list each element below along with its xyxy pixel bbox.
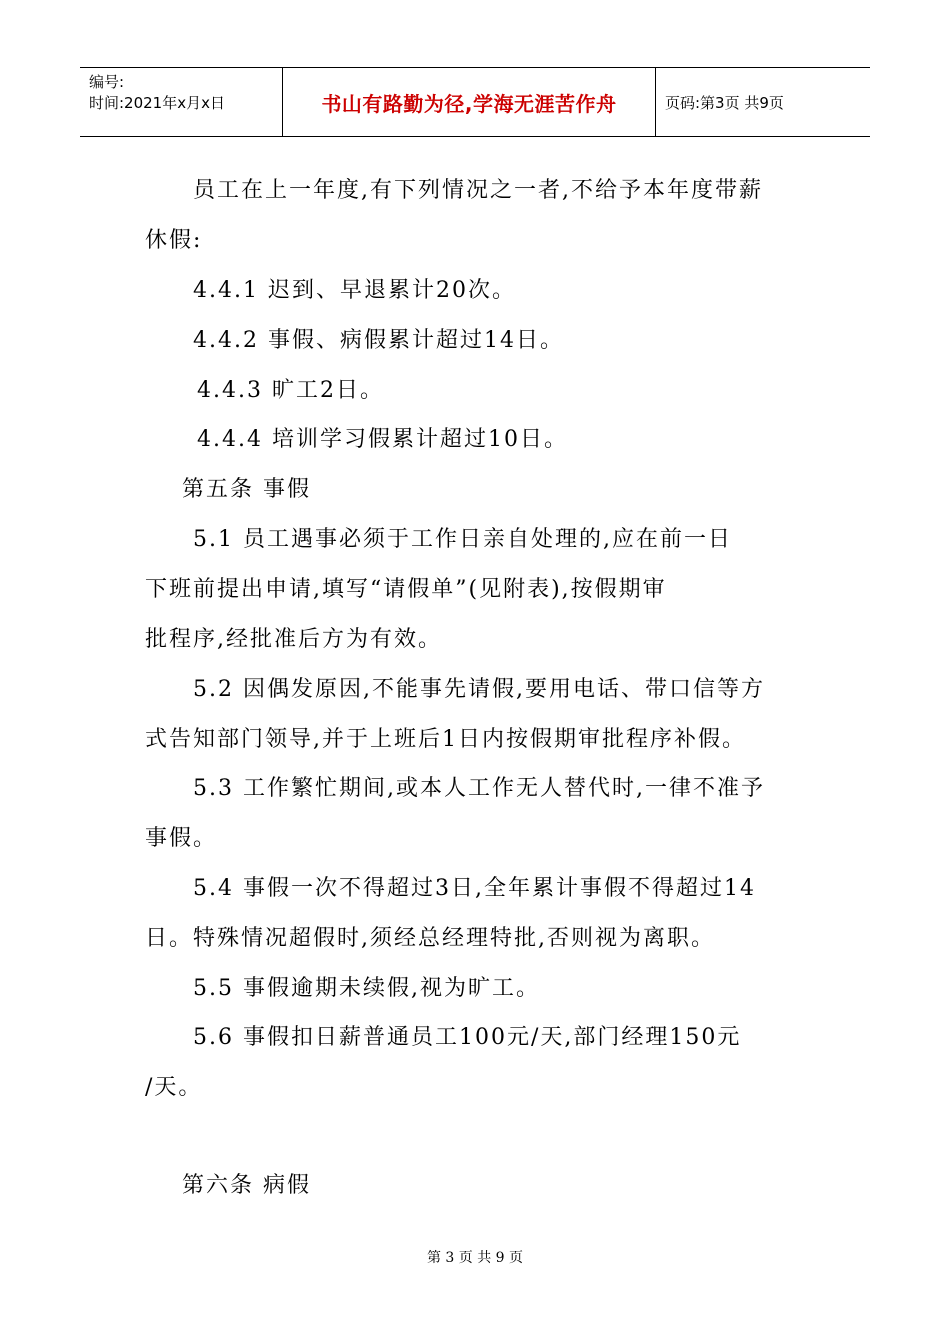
section-heading: 第五条 事假 — [182, 477, 311, 502]
paragraph-line: 休假: — [145, 228, 203, 253]
paragraph-line: 事假。 — [145, 826, 218, 851]
list-item: 4.4.2 事假、病假累计超过14日。 — [193, 328, 564, 353]
page-header — [80, 67, 870, 137]
list-item: 4.4.3 旷工2日。 — [197, 378, 384, 403]
paragraph-line: 5.6 事假扣日薪普通员工100元/天,部门经理150元 — [193, 1025, 742, 1050]
document-number-label: 编号: — [89, 73, 125, 91]
header-page-info: 页码:第3页 共9页 — [665, 93, 784, 112]
page-footer: 第 3 页 共 9 页 — [426, 1250, 524, 1266]
paragraph-line: 式告知部门领导,并于上班后1日内按假期审批程序补假。 — [145, 727, 746, 752]
paragraph-line: 5.3 工作繁忙期间,或本人工作无人替代时,一律不准予 — [193, 776, 765, 801]
document-time-label: 时间:2021年x月x日 — [89, 94, 225, 112]
paragraph-line: 5.5 事假逾期未续假,视为旷工。 — [193, 976, 540, 1001]
paragraph-line: 员工在上一年度,有下列情况之一者,不给予本年度带薪 — [193, 178, 763, 203]
header-motto: 书山有路勤为径,学海无涯苦作舟 — [283, 68, 656, 136]
paragraph-line: 批程序,经批准后方为有效。 — [145, 627, 442, 652]
paragraph-line: /天。 — [145, 1075, 203, 1100]
paragraph-line: 5.1 员工遇事必须于工作日亲自处理的,应在前一日 — [193, 527, 732, 552]
paragraph-line: 5.2 因偶发原因,不能事先请假,要用电话、带口信等方 — [193, 677, 765, 702]
paragraph-line: 5.4 事假一次不得超过3日,全年累计事假不得超过14 — [193, 876, 756, 901]
paragraph-line: 日。特殊情况超假时,须经总经理特批,否则视为离职。 — [145, 926, 715, 951]
section-heading: 第六条 病假 — [182, 1173, 311, 1198]
list-item: 4.4.1 迟到、早退累计20次。 — [193, 278, 516, 303]
list-item: 4.4.4 培训学习假累计超过10日。 — [197, 427, 568, 452]
paragraph-line: 下班前提出申请,填写“请假单”(见附表),按假期审 — [145, 577, 667, 602]
header-meta — [80, 68, 283, 136]
